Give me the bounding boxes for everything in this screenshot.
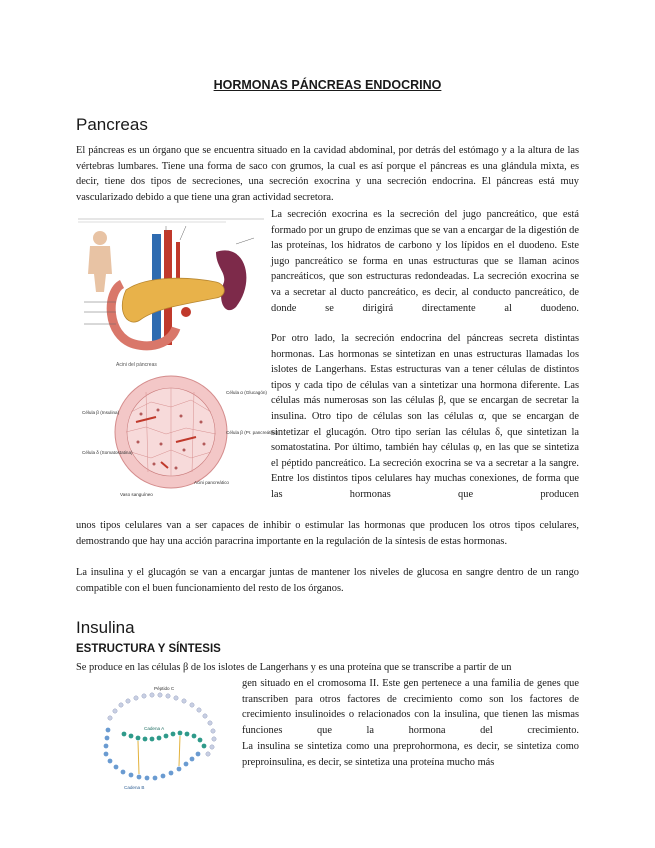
proinsulin-structure-figure bbox=[84, 684, 234, 799]
islet-of-langerhans-figure bbox=[76, 372, 278, 500]
paragraph-insulina-synthesis: La insulina se sintetiza como una preprohormona, es decir, se sintetiza como preproinsulina, es decir, se sintetiza una proteína mucho más bbox=[242, 741, 579, 768]
islet-label-beta: Célula β (Insulina) bbox=[82, 410, 120, 415]
islet-label-alpha: Célula α (Glucagón) bbox=[226, 390, 267, 395]
proinsulin-label-a: Cadena A bbox=[144, 726, 165, 731]
islet-label-delta: Célula δ (Somatostatina) bbox=[82, 450, 133, 455]
proinsulin-label-b: Cadena B bbox=[124, 785, 145, 790]
paragraph-insulina-gene: gen situado en el cromosoma II. Este gen pertenece a una familia de genes que transcriben para otros factores de crecimiento como son los factores de crecimiento insulinoides o relacionados con la insulina, que tienen las mismas funciones que la hormona del crecimiento. bbox=[242, 678, 579, 736]
subheading-estructura-sintesis: ESTRUCTURA Y SÍNTESIS bbox=[76, 643, 221, 655]
proinsulin-label-c: Péptido C bbox=[154, 686, 175, 691]
document-title: HORMONAS PÁNCREAS ENDOCRINO bbox=[213, 78, 442, 92]
paragraph-endocrine-part2: unos tipos celulares van a ser capaces de inhibir o estimular las hormonas que producen los otros tipos celulares, demostrando que hay una acción paracrina importante en la regulación de la síntesis de estas hormonas. bbox=[76, 520, 579, 547]
paragraph-pancreas-closing: La insulina y el glucagón se van a encargar juntas de mantener los niveles de glucosa en sangre dentro de un rango compatible con el buen funcionamiento del resto de los órganos. bbox=[76, 567, 579, 594]
islet-label-acini: Acini pancreático bbox=[194, 480, 229, 485]
paragraph-pancreas-intro: El páncreas es un órgano que se encuentra situado en la cavidad abdominal, por detrás del estómago y a la altura de las vértebras lumbares. Tiene una forma de saco con grumos, la cual es así porque el páncreas es una glándula mixta, es decir, tiene dos tipos de secreciones, una secreción exocrina y una secreción endocrina. El páncreas está muy vascularizado debido a que tiene una gran actividad secretora. bbox=[76, 145, 579, 203]
section-heading-pancreas: Pancreas bbox=[76, 115, 148, 134]
pancreas-anatomy-figure bbox=[76, 212, 266, 372]
islet-label-beta-right: Célula β (Pr. pancreático) bbox=[226, 430, 278, 435]
paragraph-insulina-lead: Se produce en las células β de los islotes de Langerhans y es una proteína que se transcribe a partir de un bbox=[76, 662, 512, 673]
paragraph-exocrine: La secreción exocrina es la secreción del jugo pancreático, que está formado por un grupo de enzimas que se van a encargar de la digestión de las proteínas, los hidratos de carbono y los lípidos en el duodeno. Este jugo pancreático se forma en unas estructuras que se llaman acinos pancreáticos, que son estructuras redondeadas. La secreción exocrina se va a secretar al ducto pancreático, es decir, al conducto pancreático, de donde se dirigirá directamente al duodeno. bbox=[271, 209, 579, 314]
section-heading-insulina: Insulina bbox=[76, 618, 135, 637]
anatomy-caption: Acini del páncreas bbox=[116, 362, 157, 368]
islet-label-vessel: Vaso sanguíneo bbox=[120, 492, 153, 497]
paragraph-endocrine-part1: Por otro lado, la secreción endocrina del páncreas secreta distintas hormonas. Las hormonas se sintetizan en unas estructuras llamadas los islotes de Langerhans. Estas estructuras van a tener células de distintos tipos y cada tipo de células van a sintetizar una hormona diferente. Las células más numerosas son las células β, que se encargan de secretar la insulina. Otro tipo de células son las células α, que se encargan de sintetizar el glucagón. Otro tipo serían las células δ, que sintetizan la somatostatina. Por último, también hay células φ, en las que se sintetiza el péptido pancreático. La secreción exocrina se va a secretar a la sangre. Entre los distintos tipos celulares hay muchas conexiones, de forma que las hormonas que producen bbox=[271, 333, 579, 500]
